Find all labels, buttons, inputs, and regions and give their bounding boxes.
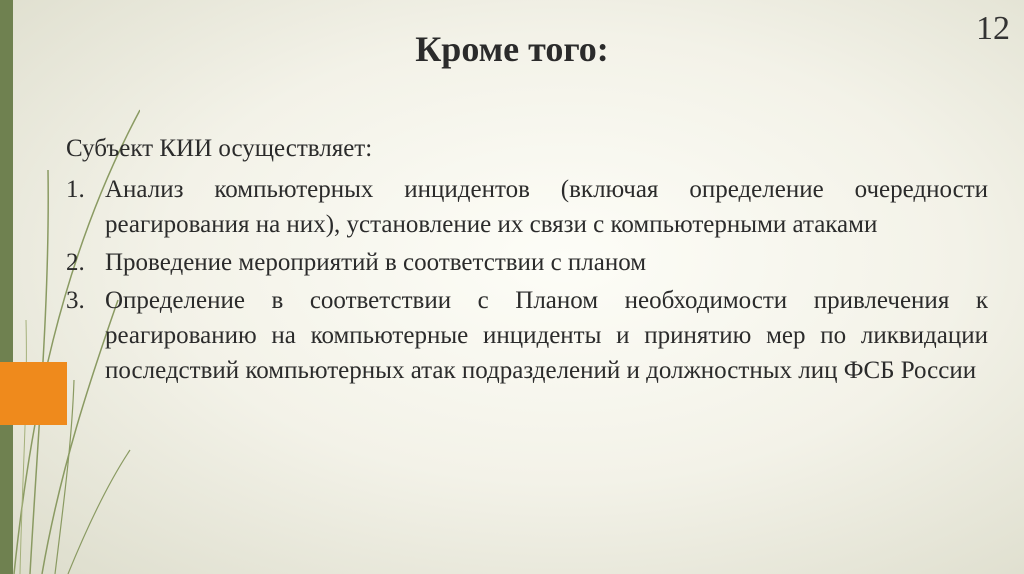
list-item: [66, 245, 988, 280]
list-item-text: Анализ компьютерных инцидентов (включая определение очередности реагирования на них), установление их связи с компьютерными атаками: [105, 176, 988, 238]
intro-text: Субъект КИИ осуществляет:: [66, 135, 373, 162]
list-item-text: Проведение мероприятий в соответствии с планом: [105, 249, 647, 276]
list-item-number: 1.: [66, 176, 85, 203]
list-item: [66, 172, 988, 242]
slide-title: Кроме того:: [415, 29, 609, 69]
slide-number: 12: [976, 10, 1010, 47]
list-item-number: 3.: [66, 287, 85, 314]
orange-accent-block: [0, 362, 67, 425]
list-item: [66, 283, 988, 388]
numbered-list: [66, 172, 988, 391]
list-item-number: 2.: [66, 249, 85, 276]
list-item-text: Определение в соответствии с Планом необходимости привлечения к реагированию на компьютерные инциденты и принятию мер по ликвидации последствий компьютерных атак подразделений и должностных лиц ФСБ России: [105, 287, 988, 384]
